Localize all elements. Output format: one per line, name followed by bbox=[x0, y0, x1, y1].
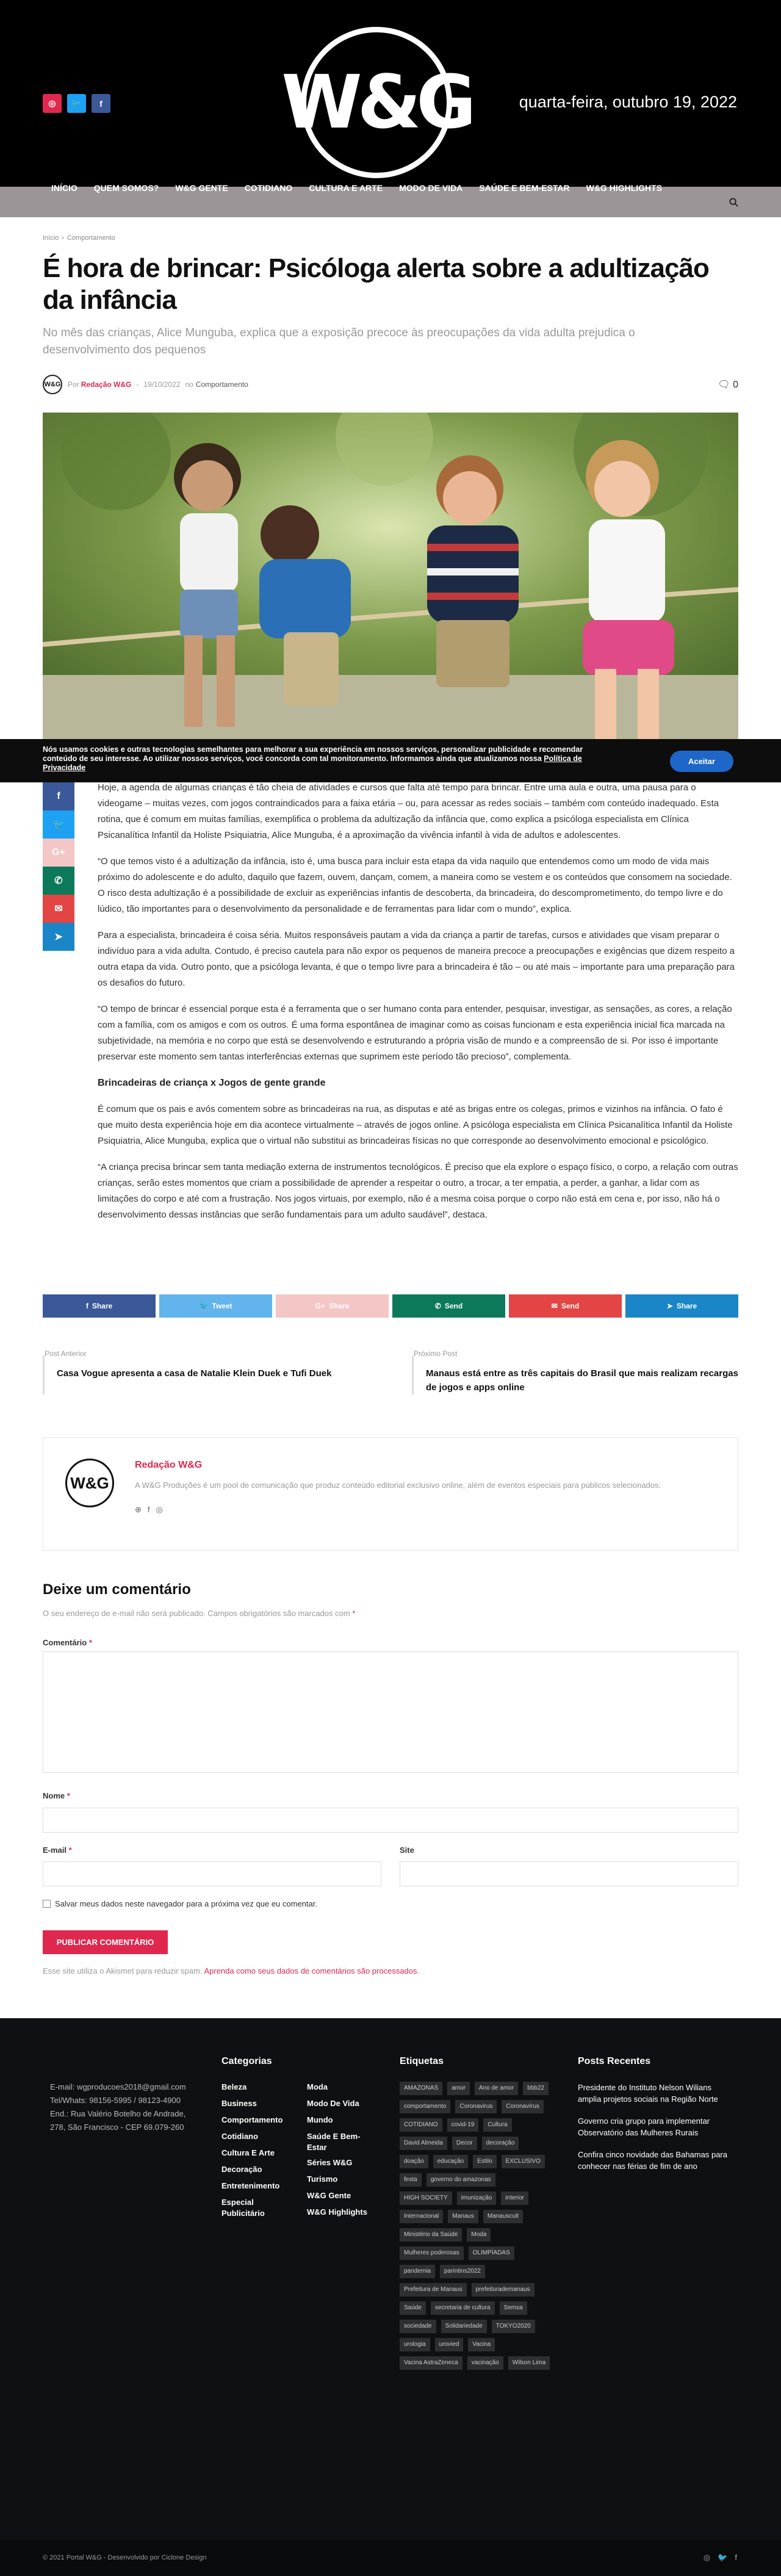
footer-tag[interactable]: doação bbox=[400, 2155, 428, 2168]
comments-heading: Deixe um comentário bbox=[43, 1581, 191, 1598]
instagram-icon[interactable]: ◎ bbox=[43, 94, 62, 113]
header-social-links bbox=[43, 94, 110, 113]
floating-share-bar bbox=[43, 782, 74, 951]
save-data-label: Salvar meus dados neste navegador para a próxima vez que eu comentar. bbox=[55, 1899, 317, 1908]
share-label: Share bbox=[676, 1302, 697, 1310]
footer-social-icons bbox=[704, 2553, 737, 2563]
author-box-name[interactable]: Redação W&G bbox=[135, 1460, 203, 1470]
footer-tag[interactable]: Prefeitura de Manaus bbox=[400, 2283, 467, 2296]
article-title: É hora de brincar: Psicóloga alerta sobre a adultização da infância bbox=[43, 253, 709, 315]
akismet-note bbox=[43, 1966, 419, 1975]
logo-text: W&G bbox=[281, 60, 472, 145]
instagram-icon[interactable]: ◎ bbox=[703, 2553, 711, 2562]
footer-tag[interactable]: bbb22 bbox=[523, 2082, 549, 2095]
comment-textarea[interactable] bbox=[43, 1651, 738, 1773]
footer-tag[interactable]: HIGH SOCIETY bbox=[400, 2192, 452, 2205]
footer-tag[interactable]: amor bbox=[447, 2082, 470, 2095]
akismet-link[interactable]: Aprenda como seus dados de comentários são processados. bbox=[204, 1966, 420, 1975]
share-email-button[interactable] bbox=[509, 1294, 622, 1318]
footer-category-link[interactable]: Mundo bbox=[307, 2115, 333, 2124]
share-twitter-button[interactable] bbox=[159, 1294, 272, 1318]
email-label bbox=[43, 1845, 72, 1855]
twitter-icon: 🐦 bbox=[199, 1302, 209, 1310]
article-subtitle: No mês das crianças, Alice Munguba, explica que a exposição precoce às preocupações da vida adulta prejudica o desenvolvimento dos pequenos bbox=[43, 327, 635, 356]
footer-category-link[interactable]: Beleza bbox=[221, 2082, 247, 2091]
footer-tag[interactable]: parintins2022 bbox=[440, 2265, 485, 2278]
previous-post-label: Post Anterior bbox=[45, 1349, 87, 1358]
instagram-icon[interactable]: ◎ bbox=[156, 1505, 163, 1514]
footer-category-link[interactable]: Moda bbox=[307, 2082, 328, 2091]
next-post-label: Próximo Post bbox=[414, 1349, 458, 1358]
cookie-accept-button[interactable]: Aceitar bbox=[670, 751, 733, 772]
breadcrumb-separator: › bbox=[62, 234, 64, 242]
contact-line: End.: Rua Valério Botelho de Andrade, bbox=[50, 2109, 186, 2118]
footer-tag[interactable]: TOKYO2020 bbox=[492, 2320, 535, 2333]
required-star: * bbox=[68, 1845, 72, 1855]
footer-tag[interactable]: Saúde bbox=[400, 2301, 426, 2315]
in-label: no bbox=[185, 380, 193, 389]
email-label-text: E-mail bbox=[43, 1845, 67, 1855]
footer-tag[interactable]: EXCLUSIVO bbox=[502, 2155, 545, 2168]
cookie-text: Nós usamos cookies e outras tecnologias semelhantes para melhorar a sua experiência em nossos serviços, personalizar publicidade e recomendar conteúdo de seu interesse. Ao utilizar nossos serviços, você concorda com tal monitoramento. Informamos ainda que atualizamos nossa bbox=[43, 745, 583, 763]
copyright: © 2021 Portal W&G - Desenvolvido por Ciclone Design bbox=[43, 2554, 207, 2561]
share-side-facebook-button[interactable]: f bbox=[43, 782, 74, 810]
share-label: Send bbox=[444, 1302, 463, 1310]
footer-tag[interactable]: COTIDIANO bbox=[400, 2118, 442, 2132]
next-post-link[interactable] bbox=[412, 1349, 738, 1394]
footer-tag[interactable]: Vacina AstraZeneca bbox=[400, 2356, 462, 2370]
footer-tag[interactable]: festa bbox=[400, 2173, 422, 2187]
share-side-whatsapp-button[interactable]: ✆ bbox=[43, 867, 74, 895]
recent-post-link[interactable]: Confira cinco novidade das Bahamas para conhecer nas férias de fim de ano bbox=[578, 2150, 727, 2171]
article-paragraph: “O que temos visto é a adultização da infância, isto é, uma busca para incluir esta etapa da vida naquilo que entendemos como um modo de vida mais próximo do adolescente e do adulto, daquilo que fazem, ouvem, dançam, comem, a maneira como se vestem e os conteúdos que consomem na sociedade. O risco desta adultização é a possibilidade de excluir as experiências infantis de descoberta, da brincadeira, do descomprometimento, do tempo livre e do lúdico, tão importantes para o desenvolvimento da personalidade e de ferramentas para lidar com o mundo”, explica. bbox=[98, 856, 732, 914]
contact-line: E-mail: wgproducoes2018@gmail.com bbox=[50, 2082, 186, 2091]
article-paragraph: “A criança precisa brincar sem tanta mediação externa de instrumentos tecnológicos. É preciso que ela explore o espaço físico, o corpo, a relação com outras crianças, serão estes momentos que criam a possibilidade de aprender a respeitar o outro, a trocar, a ter empatia, a perder, a ganhar, a lidar com as limitações do corpo e até com a frustração. Nos jogos virtuais, por exemplo, não é a mesma coisa porque o corpo não está em cena e, por isso, não há o desenvolvimento dessas instâncias que serão fundamentais para um adulto saudável”, destaca. bbox=[98, 1162, 738, 1220]
author-avatar[interactable]: W&G bbox=[43, 375, 62, 394]
comments-note bbox=[43, 1609, 355, 1618]
nav-item-w-g-highlights[interactable]: W&G HIGHLIGHTS bbox=[586, 183, 663, 193]
google-plus-icon: G+ bbox=[315, 1302, 325, 1310]
footer-tag[interactable]: Solidariedade bbox=[441, 2320, 487, 2333]
akismet-text: Esse site utiliza o Akismet para reduzir spam. bbox=[43, 1966, 203, 1975]
author-social-icons bbox=[135, 1505, 163, 1515]
required-star: * bbox=[67, 1791, 70, 1800]
article-hero-image bbox=[43, 413, 738, 739]
share-label: Tweet bbox=[212, 1302, 232, 1310]
footer-tag[interactable]: Decor bbox=[452, 2137, 477, 2150]
footer-tag[interactable]: decoração bbox=[482, 2137, 519, 2150]
comment-count-value: 0 bbox=[733, 380, 738, 390]
footer-category-link[interactable]: Especial Publicitário bbox=[221, 2198, 265, 2218]
footer-tag[interactable]: Estilo bbox=[473, 2155, 496, 2168]
kids-playing-illustration bbox=[43, 413, 738, 739]
contact-line: Tel/Whats: 98156-5995 / 98123-4900 bbox=[50, 2096, 181, 2105]
share-google-plus-button[interactable] bbox=[276, 1294, 389, 1318]
share-label: Share bbox=[92, 1302, 113, 1310]
footer-tag[interactable]: secretaria de cultura bbox=[431, 2301, 495, 2315]
footer-category-link[interactable]: Modo De Vida bbox=[307, 2099, 359, 2108]
header-date: quarta-feira, outubro 19, 2022 bbox=[519, 93, 737, 111]
required-star: * bbox=[352, 1609, 356, 1618]
breadcrumb bbox=[43, 234, 115, 242]
comment-icon: 🗨︎ bbox=[718, 380, 730, 390]
next-post-title: Manaus está entre as três capitais do Brasil que mais realizam recargas de jogos e apps online bbox=[426, 1368, 738, 1393]
footer-category-link[interactable]: W&G Highlights bbox=[307, 2207, 367, 2217]
previous-post-link[interactable] bbox=[43, 1349, 369, 1394]
facebook-icon[interactable]: f bbox=[92, 94, 110, 113]
nav-menu bbox=[51, 184, 708, 192]
footer-category-link[interactable]: Saúde E Bem-Estar bbox=[307, 2132, 361, 2152]
footer-categories-heading: Categorias bbox=[221, 2056, 272, 2066]
share-side-email-button[interactable]: ✉ bbox=[43, 895, 74, 923]
previous-post-title: Casa Vogue apresenta a casa de Natalie Klein Duek e Tufi Duek bbox=[57, 1368, 332, 1379]
cookie-text-block bbox=[43, 745, 616, 773]
footer-tag[interactable]: Semsa bbox=[500, 2301, 527, 2315]
globe-icon[interactable]: ⊕ bbox=[135, 1505, 142, 1514]
cookie-consent-bar bbox=[0, 739, 781, 782]
required-note: Campos obrigatórios são marcados com bbox=[207, 1609, 350, 1618]
share-side-twitter-button[interactable]: 🐦 bbox=[43, 810, 74, 839]
twitter-icon[interactable]: 🐦 bbox=[718, 2553, 728, 2562]
breadcrumb-home[interactable]: Início bbox=[43, 234, 59, 242]
facebook-icon[interactable]: f bbox=[735, 2553, 737, 2562]
facebook-icon: f bbox=[85, 1302, 88, 1310]
main-nav bbox=[0, 183, 781, 217]
footer-tag[interactable]: David Almeida bbox=[400, 2137, 447, 2150]
email-note: O seu endereço de e-mail não será publicado. bbox=[43, 1609, 206, 1618]
footer-tag-cloud bbox=[400, 2082, 552, 2370]
comment-label bbox=[43, 1638, 92, 1647]
email-input[interactable] bbox=[43, 1861, 381, 1886]
submit-comment-button[interactable]: PUBLICAR COMENTÁRIO bbox=[43, 1930, 168, 1954]
nav-item-w-g-gente[interactable]: W&G GENTE bbox=[175, 183, 228, 193]
nav-item-cultura-e-arte[interactable]: CULTURA E ARTE bbox=[309, 183, 383, 193]
site-logo[interactable] bbox=[281, 27, 472, 178]
share-whatsapp-button[interactable] bbox=[392, 1294, 505, 1318]
footer-tag[interactable]: Cultura bbox=[483, 2118, 511, 2132]
article-paragraph: É comum que os pais e avós comentem sobre as brincadeiras na rua, as disputas e até as brigas entre os colegas, primos e vizinhos na infância. O fato é que muito desta experiência hoje em dia acontece virtualmente – através de jogos online. A psicóloga especialista em Clínica Psicanalítica Infantil da Holiste Psiquiatria, Alice Munguba, explica que o virtual não substitui as brincadeiras físicas no que corresponde ao desenvolvimento emocional e psicológico. bbox=[98, 1104, 733, 1146]
footer-tag[interactable]: pandemia bbox=[400, 2265, 435, 2278]
footer-tag[interactable]: Vacina bbox=[468, 2338, 495, 2351]
footer-tag[interactable]: interior bbox=[501, 2192, 528, 2205]
share-side-telegram-button[interactable]: ➤ bbox=[43, 923, 74, 951]
nav-item-in-cio[interactable]: INÍCIO bbox=[51, 183, 77, 193]
article-meta bbox=[43, 374, 738, 395]
footer-category-link[interactable]: W&G Gente bbox=[307, 2191, 351, 2200]
recent-post-link[interactable]: Governo cria grupo para implementar Observatório das Mulheres Rurais bbox=[578, 2116, 710, 2137]
share-telegram-button[interactable] bbox=[625, 1294, 738, 1318]
footer-tag[interactable]: urovied bbox=[435, 2338, 464, 2351]
footer-tag[interactable]: Ministério da Saúde bbox=[400, 2228, 462, 2242]
save-data-checkbox[interactable] bbox=[43, 1900, 51, 1908]
footer-tag[interactable]: comportamento bbox=[400, 2100, 450, 2113]
comment-count[interactable] bbox=[718, 378, 738, 391]
footer-tags-heading: Etiquetas bbox=[400, 2056, 444, 2066]
footer-tag[interactable]: Manaus bbox=[448, 2210, 478, 2223]
site-footer bbox=[0, 2018, 781, 2539]
post-navigation bbox=[43, 1349, 738, 1394]
facebook-icon[interactable]: f bbox=[147, 1505, 150, 1514]
footer-tag[interactable]: Coronavirus bbox=[455, 2100, 497, 2113]
author-box-bio: A W&G Produções é um pool de comunicação que produz conteúdo editorial exclusivo online, além de eventos especiais para públicos selecionados. bbox=[135, 1481, 661, 1490]
footer-category-link[interactable]: Entretenimento bbox=[221, 2181, 280, 2190]
footer-recent-posts bbox=[578, 2082, 733, 2182]
footer-bottom-bar bbox=[0, 2539, 781, 2576]
nav-item-cotidiano[interactable]: COTIDIANO bbox=[244, 183, 293, 193]
footer-tag[interactable]: Internacional bbox=[400, 2210, 443, 2223]
share-label: Share bbox=[328, 1302, 350, 1310]
whatsapp-icon: ✆ bbox=[434, 1302, 441, 1310]
footer-tag[interactable]: sociedade bbox=[400, 2320, 436, 2333]
footer-tag[interactable]: Manauscult bbox=[483, 2210, 523, 2223]
footer-tag[interactable]: vacinação bbox=[467, 2356, 503, 2370]
footer-tag[interactable]: imunização bbox=[457, 2192, 497, 2205]
comment-label-text: Comentário bbox=[43, 1638, 87, 1647]
footer-category-link[interactable]: Cotidiano bbox=[221, 2132, 258, 2141]
article-paragraph: Para a especialista, brincadeira é coisa séria. Muitos responsáveis pautam a vida da criança a partir de tarefas, cursos e atividades que visam preparar o indivíduo para a vida adulta. Contudo, é preciso cautela para não expor os pequenos de maneira precoce a preocupações e exigências que dizem respeito a outra etapa da vida. Outro ponto, que a psicóloga levanta, é que o tempo livre para a brincadeira é tão – ou até mais – importante para uma preparação para os desafios do futuro. bbox=[98, 930, 735, 988]
footer-tag[interactable]: urologia bbox=[400, 2338, 430, 2351]
email-icon: ✉ bbox=[551, 1302, 558, 1310]
search-icon[interactable] bbox=[729, 198, 738, 210]
footer-category-link[interactable]: Séries W&G bbox=[307, 2158, 353, 2167]
footer-category-link[interactable]: Decoração bbox=[221, 2165, 262, 2174]
footer-tag[interactable]: Coronavírus bbox=[502, 2100, 543, 2113]
footer-tag[interactable]: Wilson Lima bbox=[508, 2356, 550, 2370]
article-paragraph: Hoje, a agenda de algumas crianças é tão cheia de atividades e cursos que falta até tempo para brincar. Entre uma aula e outra, uma pausa para o videogame – muitas vezes, com jogos contraindicados para a faixa etária – ou, para acessar as redes sociais – também com conteúdo inadequado. Esta rotina, que é comum em muitas famílias, exemplifica o problema da adultização da infância que, como explica a psicóloga especialista em Clínica Psicanalítica Infantil da Holiste Psiquiatria, Alice Munguba, é a aproximação da vivência infantil à vida de adultos e adolescentes. bbox=[98, 782, 719, 840]
meta-separator: - bbox=[136, 380, 139, 389]
footer-tag[interactable]: Ano de amor bbox=[475, 2082, 518, 2095]
category-link[interactable]: Comportamento bbox=[195, 380, 248, 389]
author-box bbox=[43, 1437, 738, 1551]
footer-tag[interactable]: OLIMPÍADAS bbox=[469, 2246, 514, 2260]
twitter-icon[interactable]: 🐦 bbox=[67, 94, 86, 113]
breadcrumb-current[interactable]: Comportamento bbox=[67, 234, 115, 242]
footer-tag[interactable]: educação bbox=[433, 2155, 468, 2168]
footer-tag[interactable]: AMAZONAS bbox=[400, 2082, 442, 2095]
telegram-icon: ➤ bbox=[666, 1302, 673, 1310]
nav-item-quem-somos-[interactable]: QUEM SOMOS? bbox=[93, 183, 159, 193]
site-header bbox=[0, 0, 781, 187]
footer-recent-heading: Posts Recentes bbox=[578, 2056, 651, 2066]
site-input[interactable] bbox=[400, 1861, 738, 1886]
by-label: Por bbox=[68, 380, 79, 389]
share-side-google-plus-button[interactable]: G+ bbox=[43, 839, 74, 867]
name-input[interactable] bbox=[43, 1808, 738, 1833]
footer-tag[interactable]: prefeiturademanaus bbox=[472, 2283, 534, 2296]
article-body bbox=[98, 780, 738, 1233]
share-label: Send bbox=[561, 1302, 580, 1310]
footer-category-link[interactable]: Business bbox=[221, 2099, 257, 2108]
recent-post-link[interactable]: Presidente do Instituto Nelson Wilians amplia projetos sociais na Região Norte bbox=[578, 2083, 718, 2104]
site-label: Site bbox=[400, 1845, 414, 1855]
article-paragraph: “O tempo de brincar é essencial porque esta é a ferramenta que o ser humano conta para entender, pesquisar, investigar, as sensações, as cores, a relação com a família, com os amigos e com os outros. É uma forma espontânea de imaginar como as coisas funcionam e esta experiência inicial fica marcada na subjetividade, na memória e no corpo que está se desenvolvendo e estruturando a própria visão de mundo e a compreensão de si. Por isso é importante preservar este momento sem tantas interferências externas que suprimem este período tão precioso”, complementa. bbox=[98, 1004, 732, 1062]
footer-contact bbox=[50, 2080, 186, 2134]
name-label bbox=[43, 1791, 70, 1800]
required-star: * bbox=[88, 1638, 92, 1647]
author-box-avatar[interactable]: W&G bbox=[65, 1459, 114, 1507]
share-buttons-row bbox=[43, 1294, 738, 1318]
footer-category-link[interactable]: Turismo bbox=[307, 2174, 338, 2184]
name-label-text: Nome bbox=[43, 1791, 65, 1800]
privacy-policy-link[interactable]: Política de Privacidade bbox=[43, 754, 582, 772]
nav-item-modo-de-vida[interactable]: MODO DE VIDA bbox=[399, 183, 463, 193]
footer-tag[interactable]: Mulheres poderosas bbox=[400, 2246, 464, 2260]
footer-category-link[interactable]: Cultura E Arte bbox=[221, 2148, 275, 2157]
footer-tag[interactable]: covid-19 bbox=[447, 2118, 479, 2132]
footer-tag[interactable]: Moda bbox=[467, 2228, 491, 2242]
footer-category-link[interactable]: Comportamento bbox=[221, 2115, 283, 2124]
article-date: 19/10/2022 bbox=[143, 380, 181, 389]
contact-line: 278, São Francisco - CEP 69.079-260 bbox=[50, 2123, 184, 2132]
article-subheading: Brincadeiras de criança x Jogos de gente grande bbox=[98, 1078, 326, 1088]
author-link[interactable]: Redação W&G bbox=[81, 380, 132, 389]
share-facebook-button[interactable] bbox=[43, 1294, 156, 1318]
save-data-option bbox=[43, 1899, 317, 1908]
footer-tag[interactable]: governo do amazonas bbox=[426, 2173, 495, 2187]
nav-item-sa-de-e-bem-estar[interactable]: SAÚDE E BEM-ESTAR bbox=[479, 183, 570, 193]
